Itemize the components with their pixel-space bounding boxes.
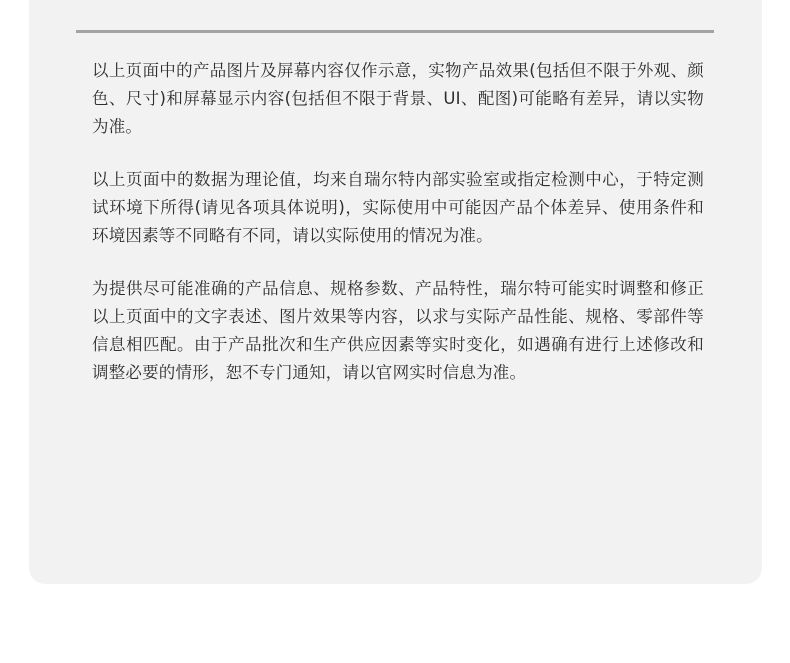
disclaimer-card <box>29 0 762 584</box>
disclaimer-paragraph-data-notice: 以上页面中的数据为理论值，均来自瑞尔特内部实验室或指定检测中心，于特定测试环境下所得(请见各项具体说明)，实际使用中可能因产品个体差异、使用条件和环境因素等不同略有不同，请以实际使用的情况为准。 <box>92 170 704 245</box>
disclaimer-paragraph-image-notice: 以上页面中的产品图片及屏幕内容仅作示意，实物产品效果(包括但不限于外观、颜色、尺寸)和屏幕显示内容(包括但不限于背景、UI、配图)可能略有差异，请以实物为准。 <box>92 61 704 136</box>
disclaimer-paragraph-update-notice: 为提供尽可能准确的产品信息、规格参数、产品特性，瑞尔特可能实时调整和修正以上页面中的文字表述、图片效果等内容，以求与实际产品性能、规格、零部件等信息相匹配。由于产品批次和生产供应因素等实时变化，如遇确有进行上述修改和调整必要的情形，恕不专门通知，请以官网实时信息为准。 <box>92 279 704 382</box>
disclaimer-content <box>92 57 704 412</box>
divider-line <box>76 30 714 33</box>
